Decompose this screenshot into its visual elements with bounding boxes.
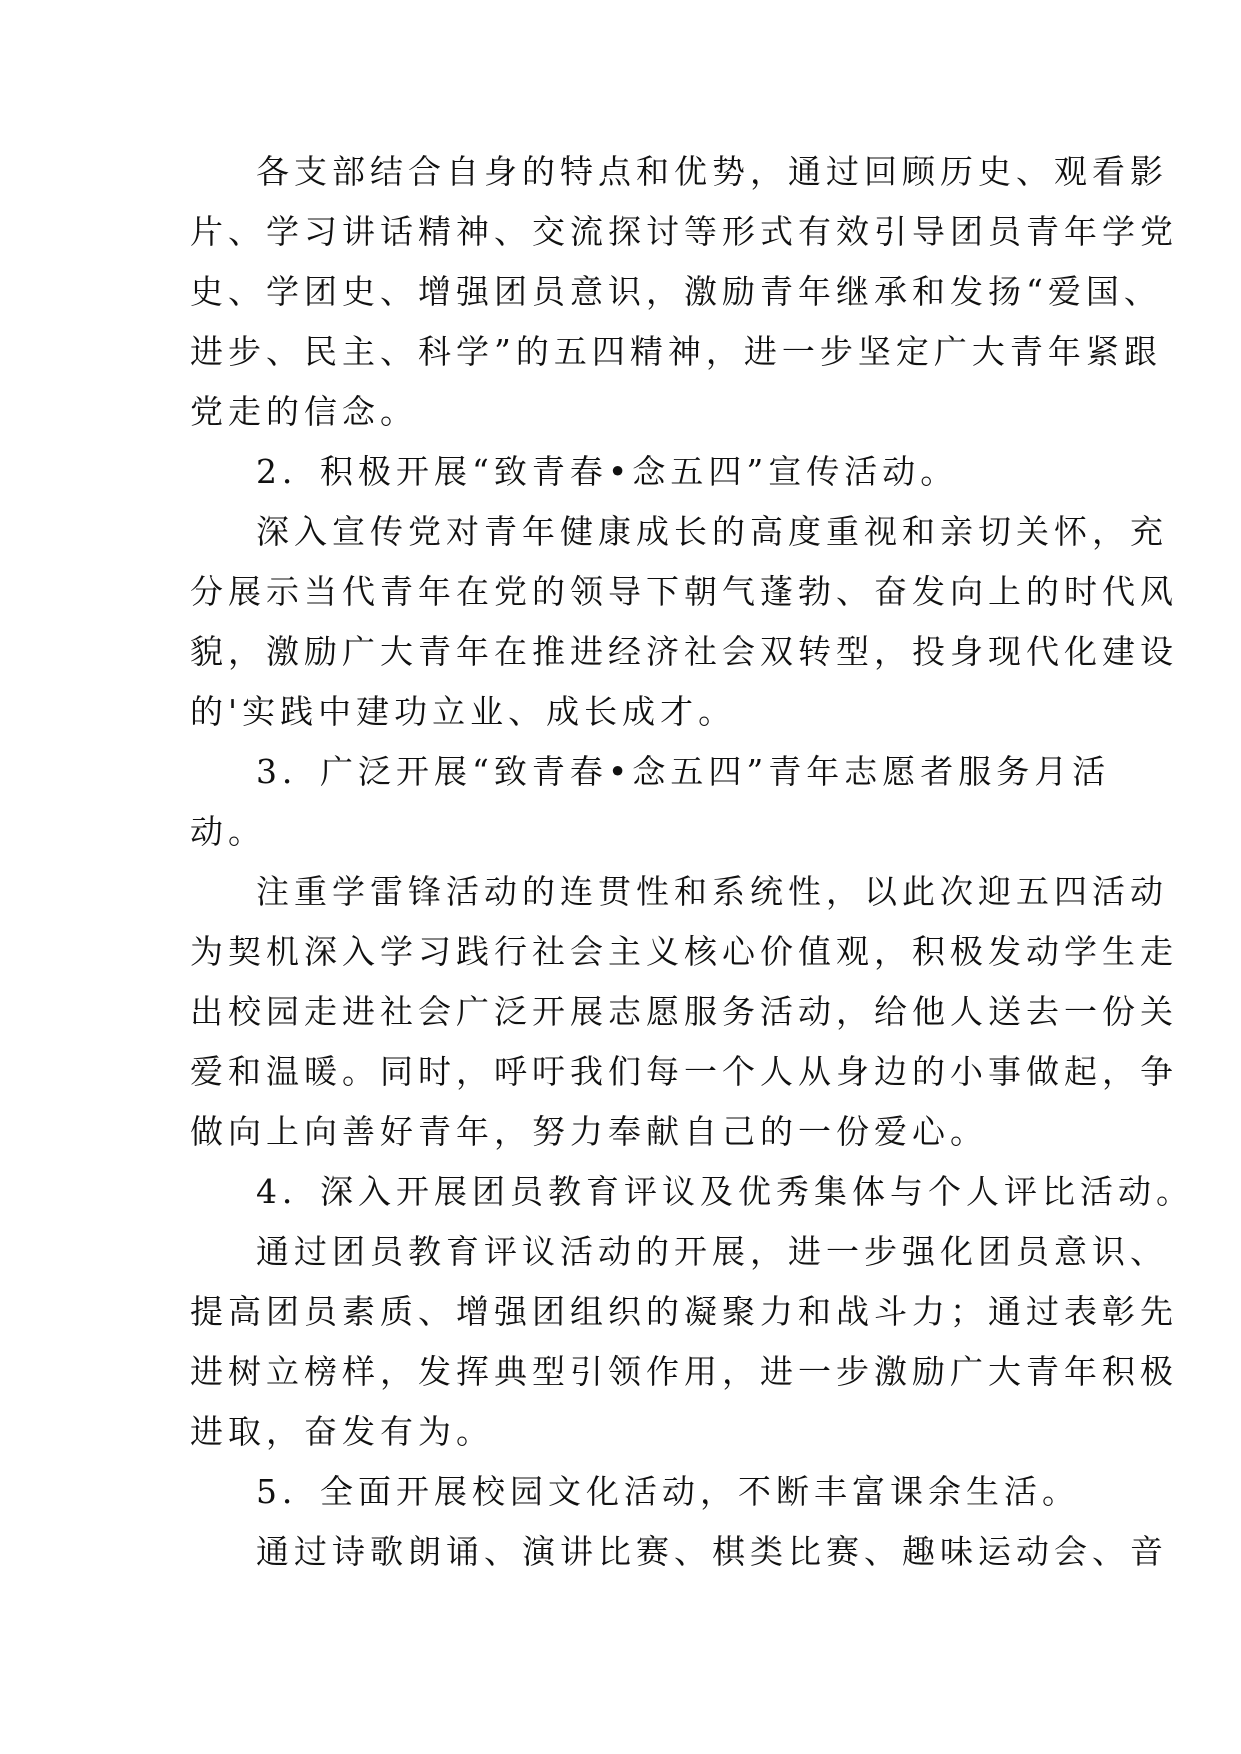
text-line: 史、学团史、增强团员意识，激励青年继承和发扬“爱国、 <box>190 272 1162 311</box>
section-heading: 5．全面开展校园文化活动，不断丰富课余生活。 <box>256 1472 1080 1511</box>
text-line: 片、学习讲话精神、交流探讨等形式有效引导团员青年学党 <box>190 212 1178 251</box>
text-line: 分展示当代青年在党的领导下朝气蓬勃、奋发向上的时代风 <box>190 572 1178 611</box>
text-line: 各支部结合自身的特点和优势，通过回顾历史、观看影 <box>256 152 1168 191</box>
text-line: 为契机深入学习践行社会主义核心价值观，积极发动学生走 <box>190 932 1178 971</box>
section-heading: 2．积极开展“致青春•念五四”宣传活动。 <box>256 452 959 491</box>
text-line: 提高团员素质、增强团组织的凝聚力和战斗力；通过表彰先 <box>190 1292 1178 1331</box>
text-line: 做向上向善好青年，努力奉献自己的一份爱心。 <box>190 1112 988 1151</box>
section-heading: 3．广泛开展“致青春•念五四”青年志愿者服务月活 <box>256 752 1111 791</box>
text-line: 进取，奋发有为。 <box>190 1412 494 1451</box>
text-line: 出校园走进社会广泛开展志愿服务活动，给他人送去一份关 <box>190 992 1178 1031</box>
text-line: 貌，激励广大青年在推进经济社会双转型，投身现代化建设 <box>190 632 1178 671</box>
text-line: 深入宣传党对青年健康成长的高度重视和亲切关怀，充 <box>256 512 1168 551</box>
text-line: 通过诗歌朗诵、演讲比赛、棋类比赛、趣味运动会、音 <box>256 1532 1168 1571</box>
text-line: 党走的信念。 <box>190 392 418 431</box>
text-line: 进步、民主、科学”的五四精神，进一步坚定广大青年紧跟 <box>190 332 1162 371</box>
text-line: 爱和温暖。同时，呼吁我们每一个人从身边的小事做起，争 <box>190 1052 1178 1091</box>
text-line: 的'实践中建功立业、成长成才。 <box>190 692 737 731</box>
text-line: 通过团员教育评议活动的开展，进一步强化团员意识、 <box>256 1232 1168 1271</box>
section-heading: 动。 <box>190 812 266 851</box>
section-heading: 4．深入开展团员教育评议及优秀集体与个人评比活动。 <box>256 1172 1194 1211</box>
text-line: 注重学雷锋活动的连贯性和系统性，以此次迎五四活动 <box>256 872 1168 911</box>
text-line: 进树立榜样，发挥典型引领作用，进一步激励广大青年积极 <box>190 1352 1178 1391</box>
